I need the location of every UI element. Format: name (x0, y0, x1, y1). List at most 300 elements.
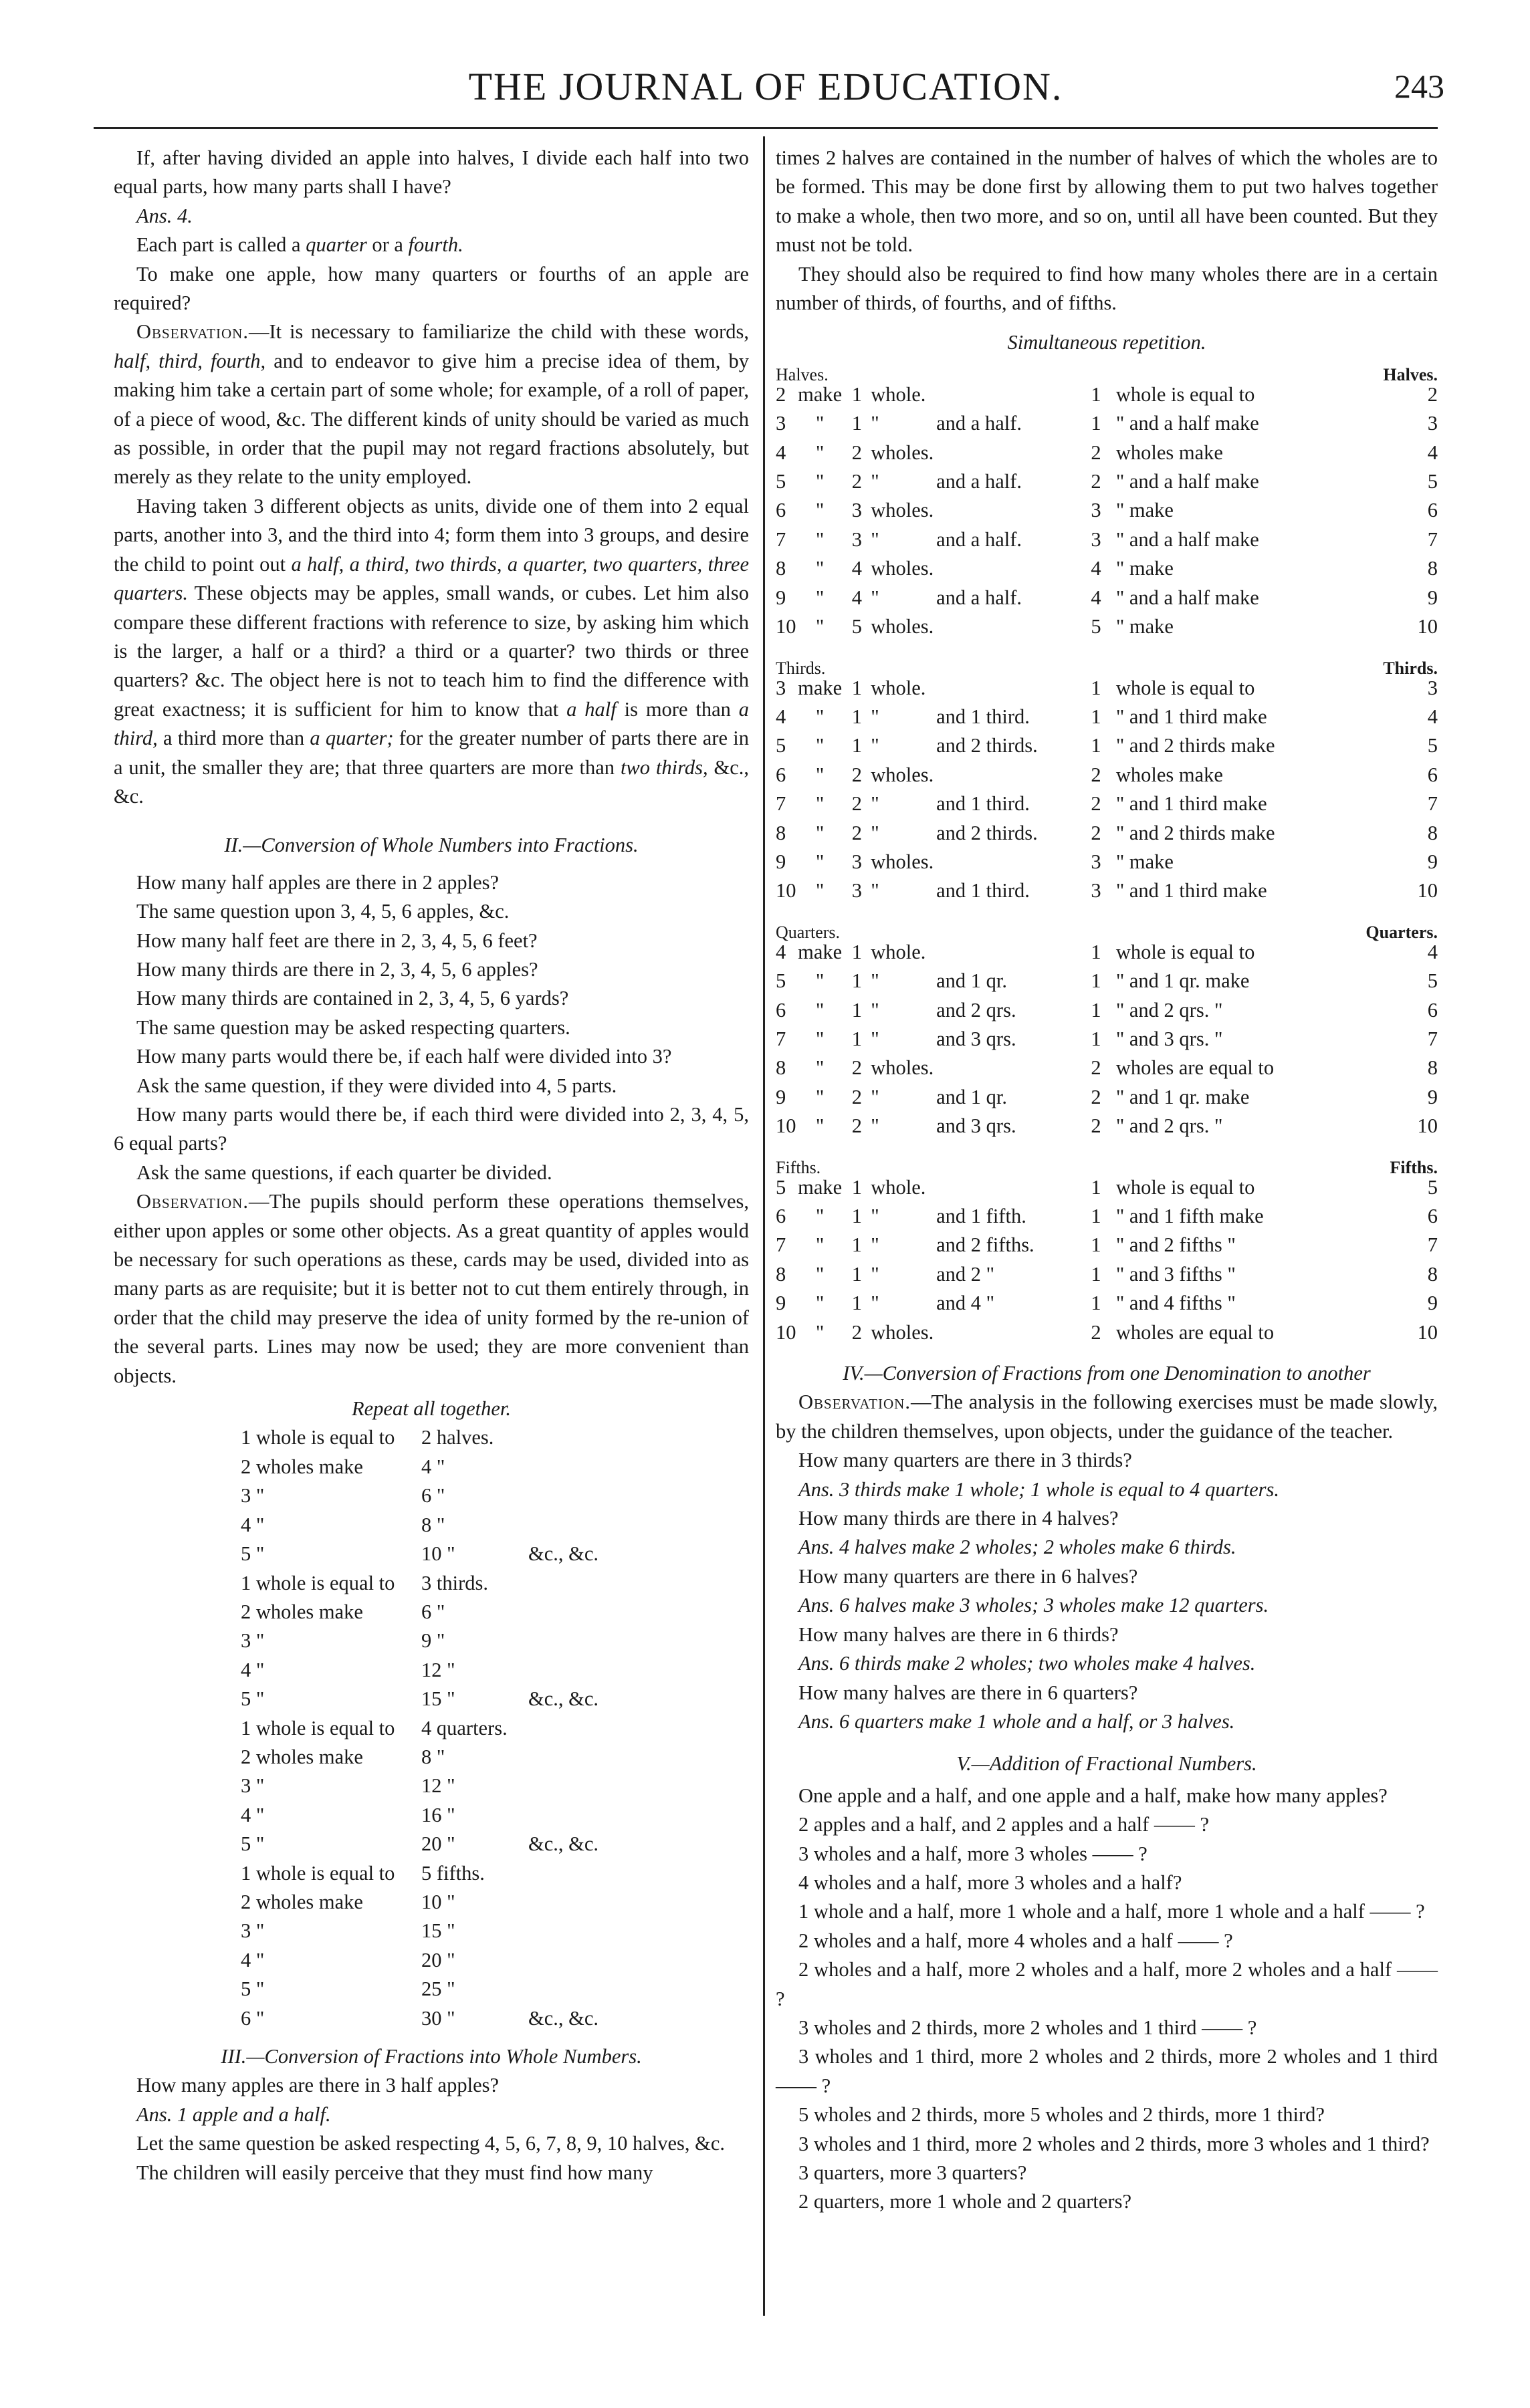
table-row (241, 1946, 605, 1975)
table-cell: 3 " (241, 1919, 265, 1943)
table-cell: 6 (1427, 998, 1438, 1021)
right-column (776, 144, 1438, 2217)
question: 3 quarters, more 3 quarters? (798, 2161, 1027, 2184)
text: or a (366, 233, 409, 257)
table-cell (528, 1975, 605, 2004)
table-cell: 4 " (421, 1455, 445, 1478)
table-cell: 3 (1091, 499, 1101, 522)
table-row (241, 1453, 605, 1481)
table-row (776, 703, 1438, 731)
table-cell (936, 938, 1091, 967)
table-cell: 1 (851, 1292, 862, 1315)
table-cell (528, 1888, 605, 1917)
table-cell: 2 (851, 1320, 862, 1344)
text: Each part is called a (136, 233, 306, 257)
table-cell: " (815, 998, 825, 1021)
table-row (776, 1202, 1438, 1231)
table-cell: 1 (851, 412, 862, 435)
table-cell (936, 380, 1091, 409)
table-cell: " (871, 1233, 879, 1257)
table-cell: and 1 qr. (936, 969, 1008, 993)
table-cell: and 3 qrs. (936, 1114, 1016, 1138)
table-cell: 10 (1417, 1114, 1438, 1138)
observation-label: Observation. (136, 1190, 249, 1213)
table-cell: 1 (851, 382, 862, 406)
table-cell: 10 (1417, 615, 1438, 638)
question-line: How many thirds are there in 2, 3, 4, 5, 6 apples? (136, 957, 538, 981)
table-cell: " (815, 1233, 825, 1257)
table-cell: " (871, 527, 879, 551)
table-cell: 8 (1427, 821, 1438, 844)
table-row (241, 1714, 605, 1743)
table-cell: 4 (1091, 586, 1101, 609)
table-cell: 3 (776, 676, 786, 699)
table-cell: and 1 qr. (936, 1085, 1008, 1108)
table-cell: 2 wholes make (241, 1600, 363, 1623)
column-rule (763, 136, 765, 2316)
question-line: How many thirds are contained in 2, 3, 4, 5, 6 yards? (136, 987, 569, 1010)
table-cell: 6 (1427, 1205, 1438, 1227)
paragraph: To make one apple, how many quarters or fourths of an apple are required? (114, 262, 749, 315)
text: for the greater number of parts there are in a unit, the smaller they are; that three quarters are more than (114, 727, 749, 779)
left-column (114, 144, 749, 2187)
table-cell: and 1 third. (936, 792, 1030, 816)
table-row (241, 1801, 605, 1830)
table-cell: " (815, 499, 825, 522)
block-heading (776, 654, 1438, 678)
observation-paragraph (776, 1388, 1438, 1446)
question-line: Ask the same question, if they were divided into 4, 5 parts. (136, 1074, 617, 1097)
table-cell: " (871, 1262, 879, 1286)
table-cell: 9 (776, 850, 786, 873)
table-row (776, 674, 1438, 703)
section-title: II.—Conversion of Whole Numbers into Fractions. (224, 834, 639, 857)
table-cell: 4 (776, 705, 786, 728)
table-row (776, 1112, 1438, 1140)
block-heading-right: Halves. (1383, 364, 1438, 384)
table-cell: 1 (1091, 734, 1101, 757)
table-cell: &c., &c. (528, 2006, 599, 2030)
table-row (241, 1481, 605, 1510)
table-cell: 2 (776, 382, 786, 406)
page-number: 243 (1394, 68, 1444, 105)
table-cell: 8 (776, 1056, 786, 1080)
table-cell (936, 496, 1091, 525)
table-cell (528, 1743, 605, 1772)
question: 3 wholes and 1 third, more 2 wholes and 2 thirds, more 2 wholes and 1 third —— ? (776, 2045, 1438, 2097)
question: 2 wholes and a half, more 4 wholes and a half —— ? (798, 1929, 1233, 1952)
table-cell: " (871, 1205, 879, 1227)
table-cell: wholes make (1115, 763, 1223, 786)
answer: Ans. 6 halves make 3 wholes; 3 wholes make 12 quarters. (798, 1594, 1269, 1617)
repetition-table (776, 380, 1438, 642)
block-heading-right: Thirds. (1383, 658, 1438, 678)
table-cell: 2 (851, 1085, 862, 1108)
text: Having taken 3 different objects as units, divide one of them into 2 equal parts, another into 3, and the third into 4; form them into 3 groups, and desire the child to point out (114, 494, 749, 576)
table-cell: 2 (1091, 792, 1101, 816)
table-cell (936, 439, 1091, 467)
table-cell (528, 1481, 605, 1510)
answer: Ans. 6 thirds make 2 wholes; two wholes make 4 halves. (798, 1652, 1256, 1675)
paragraph (114, 492, 749, 811)
table-cell: 4 quarters. (421, 1716, 508, 1739)
table-cell: " (871, 879, 879, 902)
table-cell: and 1 third. (936, 705, 1030, 728)
table-row (776, 731, 1438, 760)
table-cell (528, 1423, 605, 1452)
block-heading-left: Quarters. (776, 922, 841, 942)
table-cell: 5 (776, 734, 786, 757)
table-cell: 8 (1427, 557, 1438, 580)
table-cell: 4 " (241, 1658, 265, 1681)
table-cell: 5 " (241, 1977, 265, 2001)
table-cell: whole. (871, 382, 926, 406)
block-heading-left: Thirds. (776, 658, 826, 678)
table-cell (528, 1859, 605, 1888)
table-cell (528, 1656, 605, 1685)
table-cell: wholes are equal to (1115, 1320, 1275, 1344)
table-cell: 12 " (421, 1658, 455, 1681)
question: 1 whole and a half, more 1 whole and a half, more 1 whole and a half —— ? (798, 1900, 1425, 1923)
table-row (241, 1743, 605, 1772)
observation-paragraph (114, 1187, 749, 1391)
table-cell: wholes. (871, 499, 934, 522)
table-cell: 5 (851, 615, 862, 638)
table-cell: 3 (851, 499, 862, 522)
term: a quarter; (310, 727, 394, 750)
table-cell: 15 " (421, 1687, 455, 1711)
question: 3 wholes and a half, more 3 wholes —— ? (798, 1842, 1148, 1865)
table-cell: 2 (851, 821, 862, 844)
question: How many halves are there in 6 quarters? (798, 1681, 1138, 1704)
table-row (241, 1888, 605, 1917)
answer: Ans. 1 apple and a half. (136, 2102, 331, 2126)
table-cell: " and 2 thirds make (1115, 821, 1275, 844)
question-line: How many half feet are there in 2, 3, 4, 5, 6 feet? (136, 929, 538, 952)
table-cell: " (815, 792, 825, 816)
repetition-block (776, 360, 1438, 642)
text: a third more than (157, 727, 310, 750)
table-cell (936, 674, 1091, 703)
table-cell: " (871, 412, 879, 435)
table-cell: 8 (776, 821, 786, 844)
table-cell: 10 " (421, 1542, 455, 1566)
table-cell: &c., &c. (528, 1832, 599, 1856)
table-cell: 3 (776, 412, 786, 435)
repetition-table (776, 938, 1438, 1141)
table-cell: " (815, 1056, 825, 1080)
table-cell (528, 1627, 605, 1655)
question: One apple and a half, and one apple and a half, make how many apples? (798, 1784, 1388, 1807)
table-cell: 1 (1091, 1205, 1101, 1227)
table-cell (528, 1569, 605, 1598)
repetition-block (776, 918, 1438, 1141)
table-cell: " and a half make (1115, 412, 1259, 435)
table-cell: wholes. (871, 557, 934, 580)
table-cell: " (815, 412, 825, 435)
table-cell: whole is equal to (1115, 382, 1255, 406)
table-row (776, 409, 1438, 438)
section-4-lines (776, 1446, 1438, 1736)
table-cell: and 3 qrs. (936, 1027, 1016, 1050)
table-row (776, 554, 1438, 583)
question: 4 wholes and a half, more 3 wholes and a half? (798, 1871, 1182, 1894)
table-cell: 1 (851, 1027, 862, 1050)
answer: Ans. 3 thirds make 1 whole; 1 whole is equal to 4 quarters. (798, 1477, 1279, 1501)
table-cell: wholes. (871, 441, 934, 464)
table-cell: " (871, 1292, 879, 1315)
paragraph (114, 231, 749, 259)
table-cell: 5 (1427, 969, 1438, 993)
question: How many quarters are there in 3 thirds? (798, 1449, 1132, 1472)
table-cell: " (815, 1114, 825, 1138)
block-heading (776, 918, 1438, 942)
table-cell: " (871, 1085, 879, 1108)
table-cell (528, 1917, 605, 1945)
table-cell: " (815, 879, 825, 902)
table-cell: 7 (776, 792, 786, 816)
table-cell: " (815, 1262, 825, 1286)
table-cell: 1 whole is equal to (241, 1716, 395, 1739)
table-cell: 3 (1091, 527, 1101, 551)
question: How many apples are there in 3 half apples? (136, 2074, 500, 2097)
table-cell: " and 3 qrs. " (1115, 1027, 1223, 1050)
table-cell: " (815, 527, 825, 551)
table-cell: 3 (1427, 676, 1438, 699)
table-cell: 1 whole is equal to (241, 1426, 395, 1449)
journal-title: THE JOURNAL OF EDUCATION. (468, 65, 1063, 108)
simultaneous-title: Simultaneous repetition. (1007, 331, 1206, 354)
table-cell (528, 1511, 605, 1540)
table-cell (936, 554, 1091, 583)
table-cell: 5 " (241, 1542, 265, 1566)
question: 5 wholes and 2 thirds, more 5 wholes and 2 thirds, more 1 third? (798, 2103, 1325, 2127)
question-line: The same question may be asked respecting quarters. (136, 1015, 570, 1039)
table-cell: 2 (851, 441, 862, 464)
table-cell: " and 1 qr. make (1115, 969, 1250, 993)
table-cell: 2 (1091, 1114, 1101, 1138)
block-heading (776, 1153, 1438, 1177)
text: —The analysis in the following exercises must be made slowly, by the children themselves, upon objects, under the guidance of the teacher. (776, 1391, 1438, 1443)
table-cell: make (798, 1175, 843, 1199)
table-cell: wholes. (871, 763, 934, 786)
table-cell: whole is equal to (1115, 676, 1255, 699)
table-cell: " (815, 1085, 825, 1108)
table-cell: 1 (851, 676, 862, 699)
table-cell: " and a half make (1115, 527, 1259, 551)
table-cell: 5 fifths. (421, 1861, 485, 1885)
table-cell: 2 halves. (421, 1426, 494, 1449)
table-cell: 6 " (241, 2006, 265, 2030)
table-cell: whole is equal to (1115, 1175, 1255, 1199)
text: is more than (616, 697, 739, 721)
table-cell: wholes. (871, 615, 934, 638)
table-cell: 1 (851, 1233, 862, 1257)
term: fourth. (408, 233, 463, 257)
table-cell: " make (1115, 850, 1174, 873)
table-cell: 6 " (421, 1600, 445, 1623)
table-cell: 1 (1091, 1292, 1101, 1315)
table-cell: 1 (1091, 1233, 1101, 1257)
table-cell: " and 2 thirds make (1115, 734, 1275, 757)
term: a third, (114, 697, 749, 750)
table-cell: 3 thirds. (421, 1571, 488, 1594)
table-cell: 1 (1091, 705, 1101, 728)
table-cell: " (871, 1114, 879, 1138)
table-cell: 10 (776, 1320, 796, 1344)
table-cell: and a half. (936, 470, 1022, 493)
table-cell: 2 (851, 763, 862, 786)
table-cell: " (815, 586, 825, 609)
table-cell: " (815, 557, 825, 580)
table-cell: " (871, 734, 879, 757)
table-cell: " (815, 1292, 825, 1315)
table-cell: " (815, 763, 825, 786)
term: two thirds, (620, 755, 708, 779)
header-rule (94, 127, 1438, 129)
table-cell: 9 " (421, 1629, 445, 1653)
table-row (241, 1975, 605, 2004)
table-cell: wholes. (871, 850, 934, 873)
table-cell: 4 (851, 586, 862, 609)
table-row (776, 967, 1438, 995)
table-cell: 16 " (421, 1803, 455, 1826)
question-line: How many parts would there be, if each third were divided into 2, 3, 4, 5, 6 equal parts? (114, 1103, 749, 1155)
table-row (776, 1173, 1438, 1202)
table-cell: 4 " (241, 1948, 265, 1971)
table-cell: 3 (1091, 850, 1101, 873)
table-cell (528, 1946, 605, 1975)
table-cell: 6 (776, 499, 786, 522)
answer: Ans. 6 quarters make 1 whole and a half, or 3 halves. (798, 1709, 1235, 1733)
table-cell: 8 (776, 1262, 786, 1286)
text: &c., &c. (114, 755, 750, 808)
table-cell: and a half. (936, 586, 1022, 609)
table-cell: " and a half make (1115, 586, 1259, 609)
section-title: IV.—Conversion of Fractions from one Denomination to another (843, 1362, 1371, 1385)
table-cell: " and 1 third make (1115, 792, 1267, 816)
table-cell: whole. (871, 676, 926, 699)
table-cell: and 1 fifth. (936, 1205, 1026, 1227)
table-cell: 2 wholes make (241, 1455, 363, 1478)
repetition-block (776, 1153, 1438, 1347)
table-cell: 6 (776, 998, 786, 1021)
table-cell: 2 wholes make (241, 1890, 363, 1913)
text: and to endeavor to give him a precise idea of them, by making him take a certain part of some whole; for example, of a roll of paper, of a piece of wood, &c. The different kinds of unity should be varied as much as possible, in order that the pupil may not regard fractions absolutely, but merely as they relate to the unity employed. (114, 349, 749, 489)
text: —It is necessary to familiarize the child with these words, (248, 320, 749, 344)
table-row (241, 2004, 605, 2033)
question-line: Ask the same questions, if each quarter be divided. (136, 1161, 552, 1184)
table-row (241, 1917, 605, 1945)
table-row (776, 496, 1438, 525)
table-cell: 2 (1427, 382, 1438, 406)
table-cell: 25 " (421, 1977, 455, 2001)
table-cell: " (815, 470, 825, 493)
table-cell: 10 (1417, 1320, 1438, 1344)
table-cell: 9 (1427, 586, 1438, 609)
table-cell: " and 2 qrs. " (1115, 998, 1223, 1021)
paragraph: The children will easily perceive that they must find how many (136, 2161, 653, 2184)
table-row (776, 584, 1438, 612)
table-cell: 5 (776, 969, 786, 993)
table-cell: 6 (1427, 499, 1438, 522)
answer: Ans. 4. (136, 204, 193, 227)
table-cell: 7 (1427, 792, 1438, 816)
table-cell: make (798, 940, 843, 963)
table-cell: " (871, 1027, 879, 1050)
table-row (776, 848, 1438, 876)
table-row (776, 761, 1438, 790)
table-cell: " (871, 792, 879, 816)
table-cell (936, 761, 1091, 790)
table-cell: wholes. (871, 1056, 934, 1080)
table-cell: " and a half make (1115, 470, 1259, 493)
table-cell: " and 1 fifth make (1115, 1205, 1264, 1227)
repeat-table (241, 1423, 605, 2033)
table-row (776, 467, 1438, 496)
table-cell: and 2 thirds. (936, 734, 1038, 757)
table-cell: 4 (851, 557, 862, 580)
table-cell: 9 (1427, 1085, 1438, 1108)
question: 2 wholes and a half, more 2 wholes and a half, more 2 wholes and a half —— ? (776, 1958, 1438, 2010)
table-cell: 5 (1427, 734, 1438, 757)
repetition-table (776, 674, 1438, 906)
table-cell: 1 (1091, 1027, 1101, 1050)
table-cell: 1 (851, 1262, 862, 1286)
table-cell: 3 (1091, 879, 1101, 902)
table-cell: 5 " (241, 1687, 265, 1711)
table-cell: 9 (1427, 850, 1438, 873)
table-cell: 6 (776, 1205, 786, 1227)
table-cell: " (815, 1027, 825, 1050)
table-cell: make (798, 382, 843, 406)
table-cell: 1 (1091, 1262, 1101, 1286)
table-cell: 1 (1091, 412, 1101, 435)
text: —The pupils should perform these operations themselves, either upon apples or some other objects. As a great quantity of apples would be necessary for such operations as these, cards may be used, divided into as many parts as are requisite; but it is better not to cut them entirely through, in order that the child may preserve the idea of unity formed by the re-union of the several parts. Lines may now be used; they are more convenient than objects. (114, 1190, 749, 1387)
question: 2 apples and a half, and 2 apples and a half —— ? (798, 1813, 1210, 1836)
block-heading-left: Halves. (776, 364, 829, 384)
observation-label: Observation. (798, 1391, 911, 1414)
table-cell: 2 (1091, 1085, 1101, 1108)
table-cell: " (815, 969, 825, 993)
table-cell: " (815, 705, 825, 728)
table-cell: 2 (851, 1056, 862, 1080)
table-cell: " and 1 third make (1115, 879, 1267, 902)
table-cell (528, 1714, 605, 1743)
repetition-block (776, 654, 1438, 906)
table-cell: &c., &c. (528, 1687, 599, 1711)
question-line: How many parts would there be, if each half were divided into 3? (136, 1045, 672, 1068)
table-cell: 3 (851, 850, 862, 873)
table-cell: 1 (851, 734, 862, 757)
table-row (776, 790, 1438, 818)
table-cell: 30 " (421, 2006, 455, 2030)
text: These objects may be apples, small wands, or cubes. Let him also compare these different fractions with reference to size, by asking him which is the larger, a half or a third? a third or a quarter? two thirds or three quarters? &c. The object here is not to teach him to find the difference with great exactness; it is sufficient for him to know that (114, 582, 749, 721)
term: quarter (306, 233, 367, 257)
table-cell: 4 (1427, 940, 1438, 963)
block-heading-right: Fifths. (1390, 1157, 1438, 1177)
table-row (776, 380, 1438, 409)
table-cell: 3 " (241, 1774, 265, 1798)
table-row (241, 1511, 605, 1540)
table-cell: 12 " (421, 1774, 455, 1798)
table-cell: and 1 third. (936, 879, 1030, 902)
table-cell: 8 (776, 557, 786, 580)
table-cell: 2 (1091, 763, 1101, 786)
section-title: V.—Addition of Fractional Numbers. (956, 1752, 1257, 1776)
table-row (776, 612, 1438, 641)
table-cell: 5 (1427, 470, 1438, 493)
